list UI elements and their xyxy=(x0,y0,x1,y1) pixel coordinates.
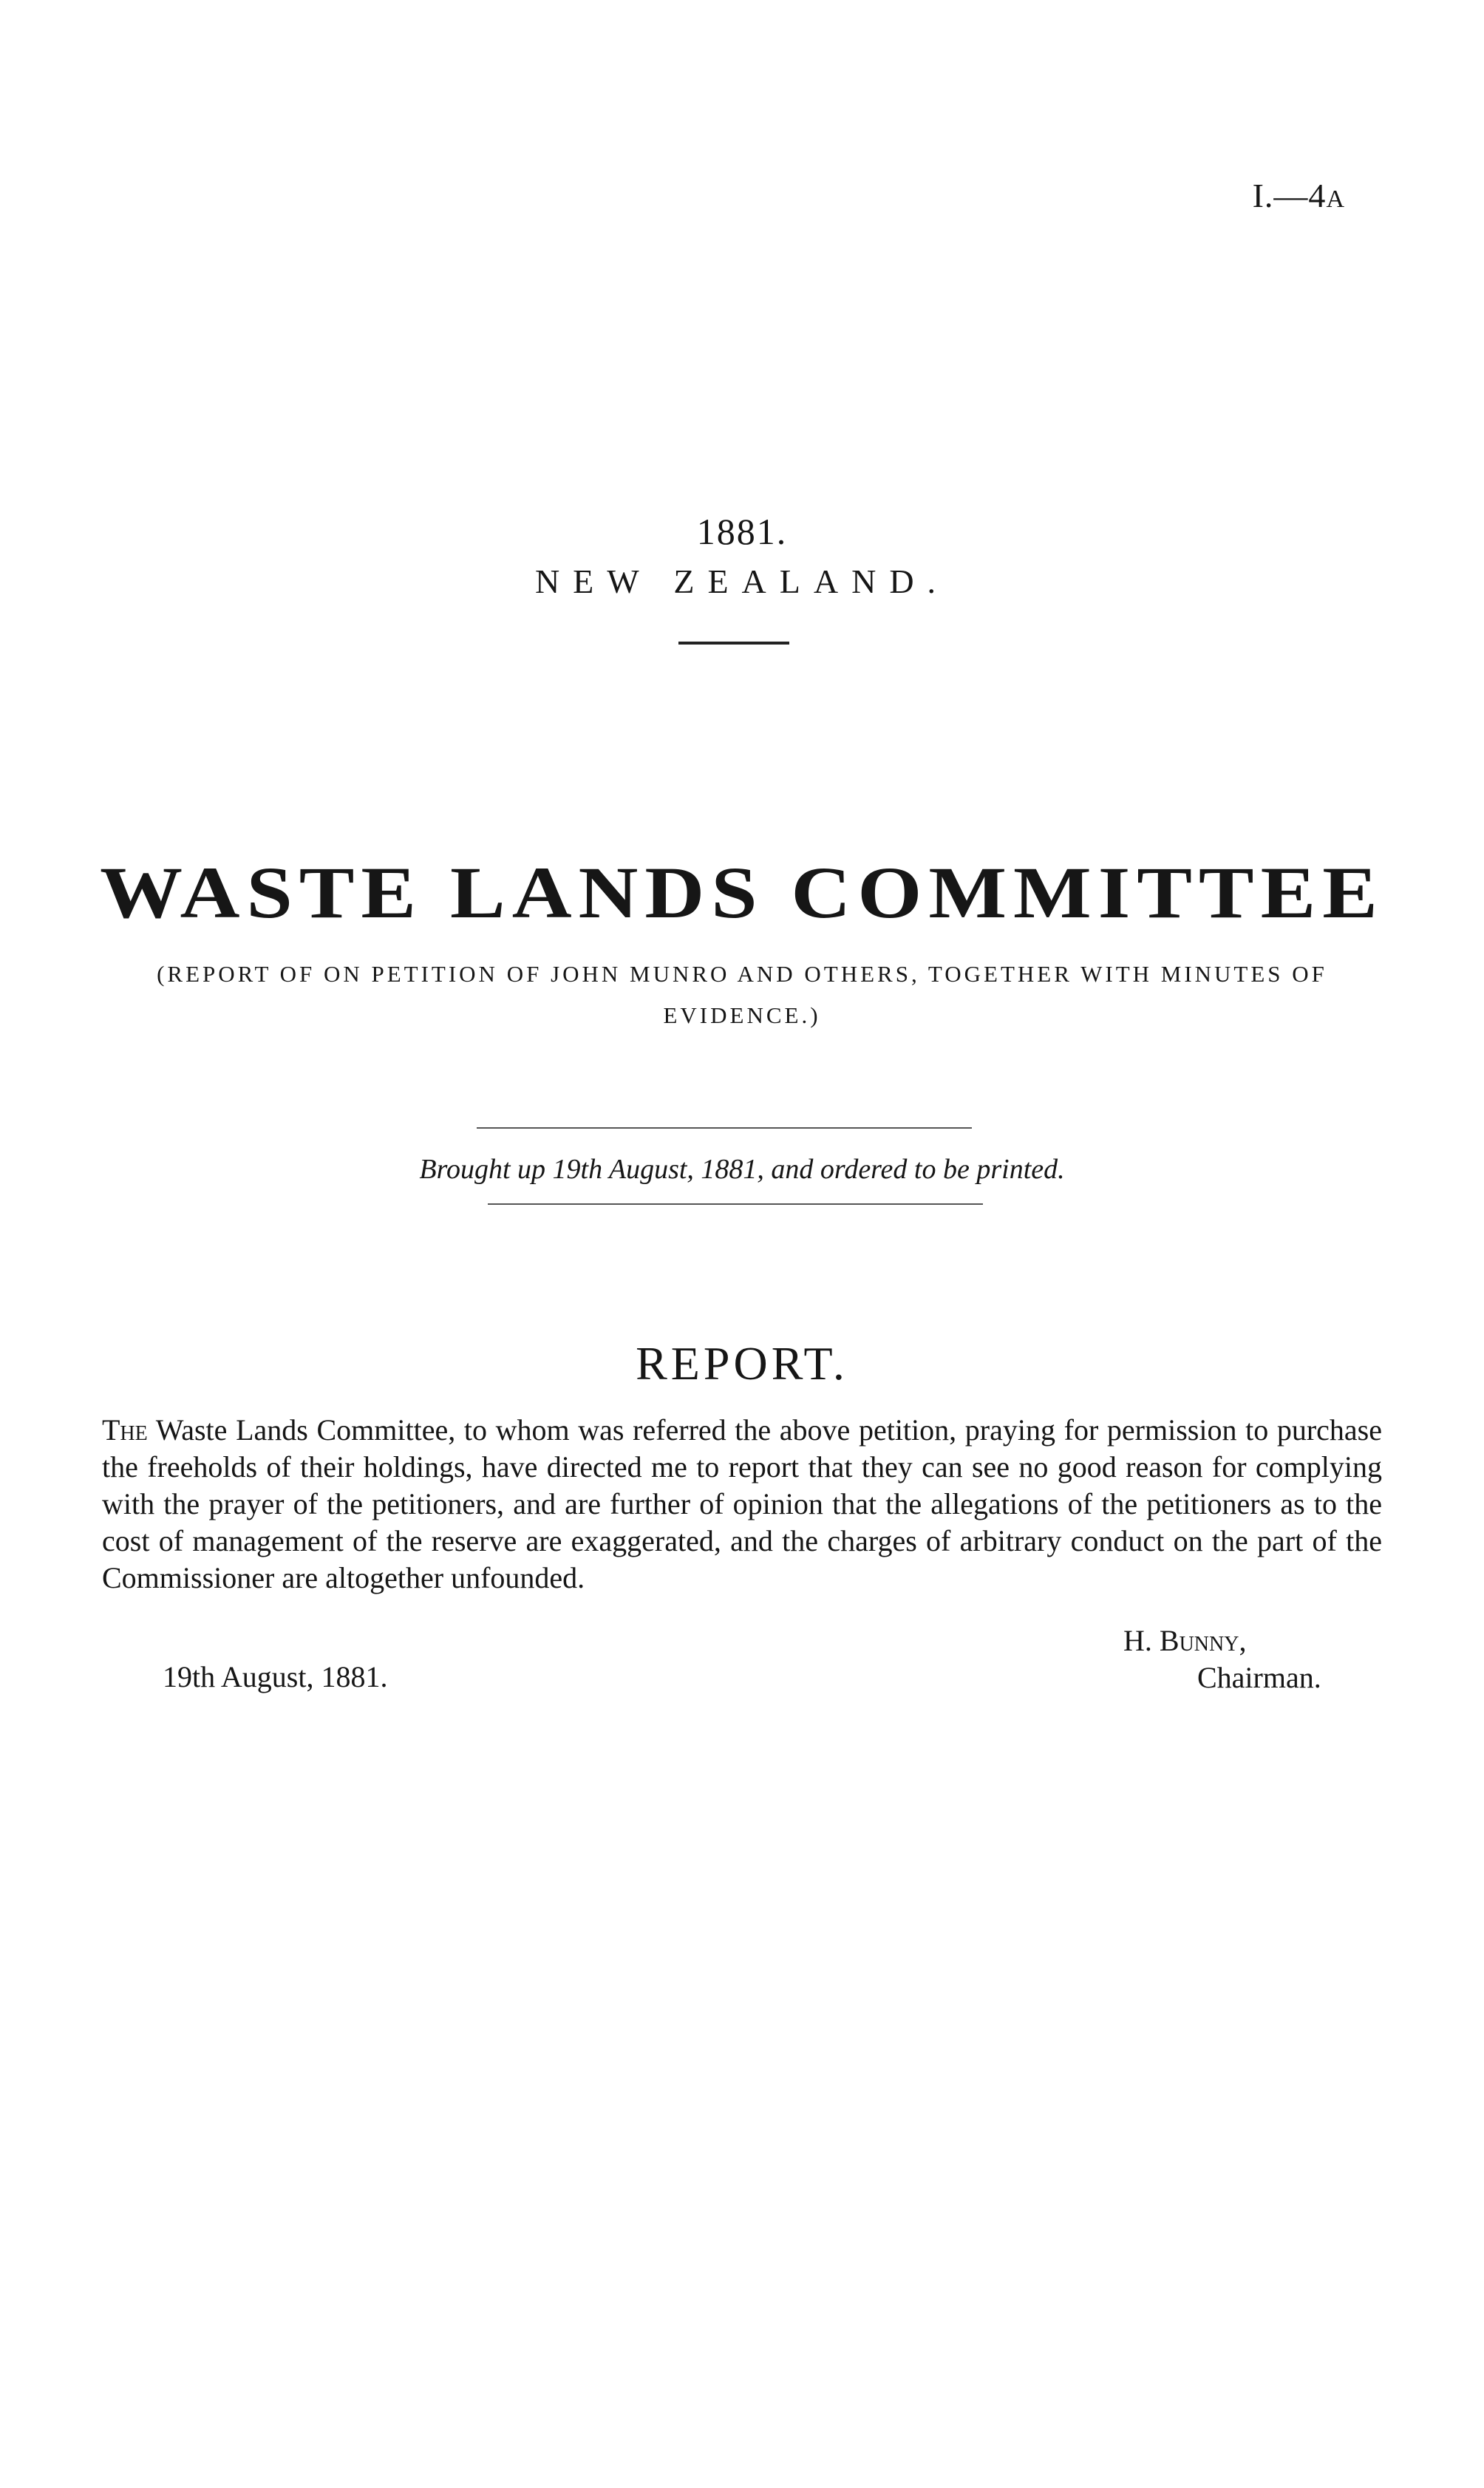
document-subtitle: (REPORT OF ON PETITION OF JOHN MUNRO AND OTHERS, TOGETHER WITH MINUTES OF EVIDENCE.) xyxy=(157,961,1327,1028)
document-title: WASTE LANDS COMMITTEE xyxy=(100,852,1384,934)
document-reference-suffix: A xyxy=(1326,186,1345,213)
masthead-divider xyxy=(678,642,789,645)
divider-top xyxy=(477,1127,972,1129)
report-heading: REPORT. xyxy=(636,1337,848,1390)
brought-up-note: Brought up 19th August, 1881, and ordered to be printed. xyxy=(419,1154,1065,1185)
publication-year: 1881. xyxy=(696,511,788,552)
document-reference xyxy=(1253,176,1345,215)
signatory-name: H. Bunny, xyxy=(1123,1624,1247,1657)
report-paragraph xyxy=(102,1412,1382,1597)
report-body-text: Waste Lands Committee, to whom was referred the above petition, praying for permission to purchase the freeholds of their holdings, have directed me to report that they can see no good reason for complying with the prayer of the petitioners, and are further of opinion that the allegations of the petitioners as to the cost of management of the reserve are exaggerated, and the charges of arbitrary conduct on the part of the Commissioner are altogether unfounded. xyxy=(102,1413,1382,1594)
divider-bottom xyxy=(488,1203,983,1205)
country-heading: NEW ZEALAND. xyxy=(534,562,950,600)
signatory-role: Chairman. xyxy=(1197,1661,1321,1694)
document-reference-main: I.—4 xyxy=(1252,177,1327,214)
report-opening-word: The xyxy=(102,1413,148,1447)
report-date: 19th August, 1881. xyxy=(163,1660,388,1693)
signature-block xyxy=(1123,1622,1321,1696)
